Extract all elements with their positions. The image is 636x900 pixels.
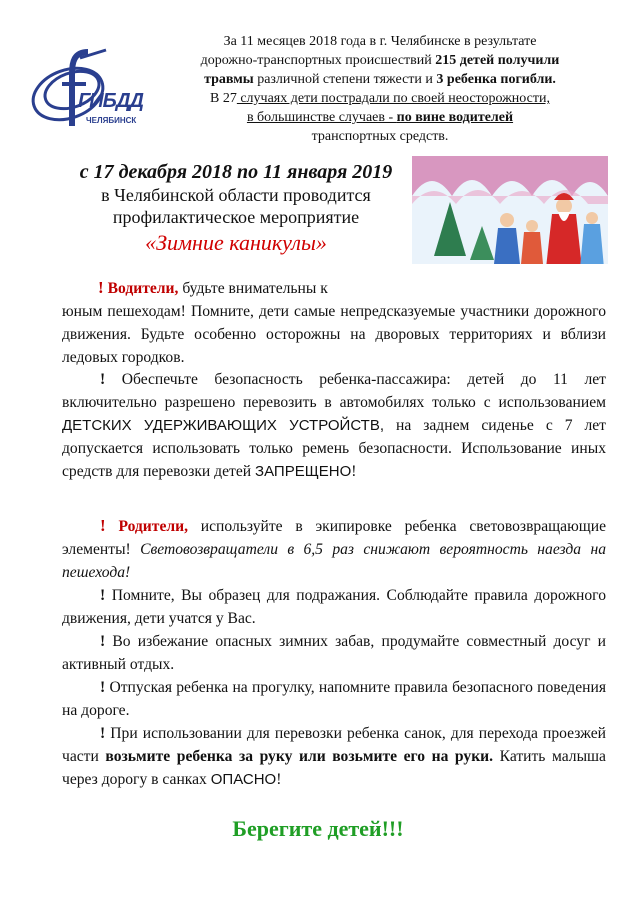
exclamation-icon: ! [100, 725, 106, 742]
safety-text-1: Обеспечьте безопасность ребенка-пассажира: детей до 11 лет включительно разрешено перевозить в автомобилях только с использованием [62, 371, 606, 411]
tip-3-text: Отпуская ребенка на прогулку, напомните правила безопасного поведения на дороге. [62, 679, 606, 719]
sled-bold: возьмите ребенка за руку или возьмите его на руки. [105, 748, 494, 765]
intro-statistics [150, 32, 610, 146]
campaign-line-1: в Челябинской области проводится [101, 185, 371, 205]
exclamation-icon: ! [98, 278, 104, 297]
tip-1 [62, 584, 606, 630]
safety-text-2: на заднем сиденье с 7 лет допускается использовать только ремень безопасности. Использование иных средств для перевозки детей [62, 417, 606, 480]
intro-injured-count: 215 детей получили [435, 53, 560, 68]
drivers-text: юным пешеходам! Помните, дети самые непредсказуемые участники дорожного движения. Будьте особенно осторожны на дворовых территориях и вблизи ледовых городков. [62, 303, 606, 366]
parents-text: используйте в экипировке ребенка световозвращающие элементы! [62, 518, 606, 558]
logo-text: ГИБДД [78, 90, 143, 112]
footer-slogan: Берегите детей!!! [232, 816, 404, 841]
intro-death-count: 3 ребенка погибли. [436, 72, 556, 87]
drivers-line-1: будьте внимательны к [178, 280, 328, 297]
exclamation-icon: ! [100, 516, 106, 535]
parents-lead: Родители, [118, 518, 189, 535]
logo-subtext: ЧЕЛЯБИНСК [86, 116, 137, 125]
reflector-fact: Световозвращатели в 6,5 раз снижают вероятность наезда на пешехода! [62, 541, 606, 581]
parents-paragraph [62, 514, 606, 584]
tip-2 [62, 630, 606, 676]
safety-text-3: ! [351, 463, 357, 480]
tip-3 [62, 676, 606, 722]
tip-1-text: Помните, Вы образец для подражания. Соблюдайте правила дорожного движения, дети учатся у Вас. [62, 587, 606, 627]
exclamation-icon: ! [100, 371, 106, 388]
intro-line-5: в большинстве случаев - [246, 110, 397, 125]
sled-danger: ОПАСНО [210, 771, 277, 788]
drivers-lead: Водители, [107, 280, 179, 297]
intro-line-6: транспортных средств. [311, 129, 449, 144]
exclamation-icon: ! [100, 587, 106, 604]
exclamation-icon: ! [100, 679, 106, 696]
intro-line-2: дорожно-транспортных происшествий [200, 53, 436, 68]
intro-line-1: За 11 месяцев 2018 года в г. Челябинске в результате [223, 34, 537, 49]
sled-text-1: При использовании для перевозки ребенка санок, для перехода проезжей части [62, 725, 606, 765]
intro-line-4-start: В 27 [210, 91, 237, 106]
intro-line-3: различной степени тяжести и [253, 72, 437, 87]
winter-scene-icon [412, 156, 608, 276]
gibdd-logo [28, 44, 143, 136]
passenger-safety-paragraph [62, 368, 606, 483]
sled-text-3: ! [276, 771, 282, 788]
campaign-dates: с 17 декабря 2018 по 11 января 2019 [79, 161, 393, 183]
tip-2-text: Во избежание опасных зимних забав, продумайте совместный досуг и активный отдых. [62, 633, 606, 673]
winter-illustration [412, 156, 608, 276]
intro-injuries: травмы [204, 72, 254, 87]
intro-line-4: случаях дети пострадали по своей неосторожности, [236, 91, 550, 106]
sled-paragraph [62, 722, 606, 791]
safety-caps: ДЕТСКИХ УДЕРЖИВАЮЩИХ УСТРОЙСТВ, [62, 417, 384, 434]
campaign-name: «Зимние каникулы» [145, 230, 327, 255]
drivers-paragraph [62, 276, 606, 369]
sled-text-2: Катить малыша через дорогу в санках [62, 748, 606, 788]
campaign-line-2: профилактическое мероприятие [112, 207, 360, 227]
exclamation-icon: ! [100, 633, 106, 650]
campaign-block [56, 160, 416, 258]
safety-forbidden: ЗАПРЕЩЕНО [255, 463, 352, 480]
intro-drivers-fault: по вине водителей [396, 110, 514, 125]
